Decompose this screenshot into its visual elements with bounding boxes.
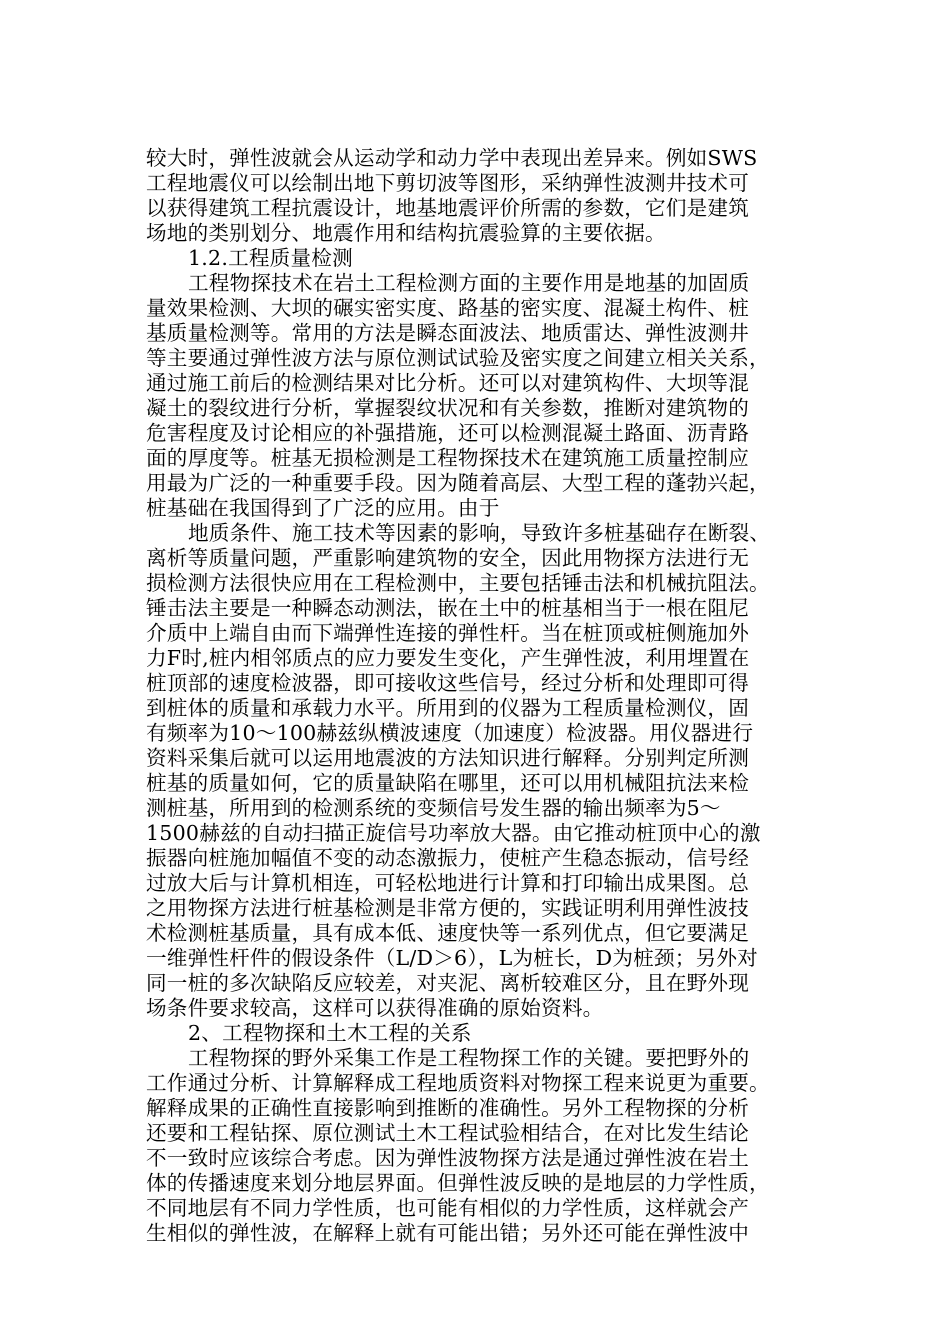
text-line: 有频率为10～100赫兹纵横波速度（加速度）检波器。用仪器进行 xyxy=(146,721,754,745)
text-line: 锤击法主要是一种瞬态动测法，嵌在土中的桩基相当于一根在阻尼 xyxy=(146,596,750,620)
text-line: 基质量检测等。常用的方法是瞬态面波法、地质雷达、弹性波测井 xyxy=(146,321,750,345)
text-line: 资料采集后就可以运用地震波的方法知识进行解释。分别判定所测 xyxy=(146,746,750,770)
text-line: 工程地震仪可以绘制出地下剪切波等图形，采纳弹性波测井技术可 xyxy=(146,171,750,195)
text-line: 同一桩的多次缺陷反应较差，对夹泥、离析较难区分，且在野外现 xyxy=(146,971,750,995)
text-line: 术检测桩基质量，具有成本低、速度快等一系列优点，但它要满足 xyxy=(146,921,750,945)
text-line: 过放大后与计算机相连，可轻松地进行计算和打印输出成果图。总 xyxy=(146,871,750,895)
text-line: 不一致时应该综合考虑。因为弹性波物探方法是通过弹性波在岩土 xyxy=(146,1146,750,1170)
text-line: 测桩基，所用到的检测系统的变频信号发生器的输出频率为5～ xyxy=(146,796,721,820)
text-line: 之用物探方法进行桩基检测是非常方便的，实践证明利用弹性波技 xyxy=(146,896,750,920)
text-line: 一维弹性杆件的假设条件（L/D＞6），L为桩长，D为桩颈；另外对 xyxy=(146,946,758,970)
text-line: 介质中上端自由而下端弹性连接的弹性杆。当在桩顶或桩侧施加外 xyxy=(146,621,750,645)
text-line: 解释成果的正确性直接影响到推断的准确性。另外工程物探的分析 xyxy=(146,1096,750,1120)
text-line: 到桩体的质量和承载力水平。所用到的仪器为工程质量检测仪，固 xyxy=(146,696,750,720)
text-line: 离析等质量问题，严重影响建筑物的安全，因此用物探方法进行无 xyxy=(146,546,750,570)
text-line: 以获得建筑工程抗震设计，地基地震评价所需的参数，它们是建筑 xyxy=(146,196,750,220)
text-line: 力F时,桩内相邻质点的应力要发生变化，产生弹性波，利用埋置在 xyxy=(146,646,750,670)
text-line: 工作通过分析、计算解释成工程地质资料对物探工程来说更为重要。 xyxy=(146,1071,770,1095)
text-line: 用最为广泛的一种重要手段。因为随着高层、大型工程的蓬勃兴起， xyxy=(146,471,770,495)
text-line: 桩基的质量如何，它的质量缺陷在哪里，还可以用机械阻抗法来检 xyxy=(146,771,750,795)
text-line: 还要和工程钻探、原位测试土木工程试验相结合，在对比发生结论 xyxy=(146,1121,750,1145)
text-line: 通过施工前后的检测结果对比分析。还可以对建筑构件、大坝等混 xyxy=(146,371,750,395)
text-line: 不同地层有不同力学性质，也可能有相似的力学性质，这样就会产 xyxy=(146,1196,750,1220)
text-line: 工程物探的野外采集工作是工程物探工作的关键。要把野外的 xyxy=(188,1046,750,1070)
text-line: 桩基础在我国得到了广泛的应用。由于 xyxy=(146,496,500,520)
text-line: 量效果检测、大坝的碾实密实度、路基的密实度、混凝土构件、桩 xyxy=(146,296,750,320)
text-line: 损检测方法很快应用在工程检测中，主要包括锤击法和机械抗阻法。 xyxy=(146,571,770,595)
text-line: 较大时，弹性波就会从运动学和动力学中表现出差异来。例如SWS xyxy=(146,146,758,170)
text-line: 桩顶部的速度检波器，即可接收这些信号，经过分析和处理即可得 xyxy=(146,671,750,695)
text-line: 凝土的裂纹进行分析，掌握裂纹状况和有关参数，推断对建筑物的 xyxy=(146,396,750,420)
text-line: 1500赫兹的自动扫描正旋信号功率放大器。由它推动桩顶中心的激 xyxy=(146,821,761,845)
document-body xyxy=(146,146,814,1246)
text-line: 1.2.工程质量检测 xyxy=(188,246,353,270)
text-lines xyxy=(146,146,814,1246)
text-line: 2、工程物探和土木工程的关系 xyxy=(188,1021,472,1045)
text-line: 危害程度及讨论相应的补强措施，还可以检测混凝土路面、沥青路 xyxy=(146,421,750,445)
text-line: 工程物探技术在岩土工程检测方面的主要作用是地基的加固质 xyxy=(188,271,750,295)
text-line: 体的传播速度来划分地层界面。但弹性波反映的是地层的力学性质， xyxy=(146,1171,770,1195)
text-line: 场条件要求较高，这样可以获得准确的原始资料。 xyxy=(146,996,604,1020)
text-line: 等主要通过弹性波方法与原位测试试验及密实度之间建立相关关系， xyxy=(146,346,770,370)
text-line: 面的厚度等。桩基无损检测是工程物探技术在建筑施工质量控制应 xyxy=(146,446,750,470)
text-line: 生相似的弹性波，在解释上就有可能出错；另外还可能在弹性波中 xyxy=(146,1221,750,1245)
text-line: 场地的类别划分、地震作用和结构抗震验算的主要依据。 xyxy=(146,221,666,245)
text-line: 地质条件、施工技术等因素的影响，导致许多桩基础存在断裂、 xyxy=(188,521,771,545)
text-line: 振器向桩施加幅值不变的动态激振力，使桩产生稳态振动，信号经 xyxy=(146,846,750,870)
